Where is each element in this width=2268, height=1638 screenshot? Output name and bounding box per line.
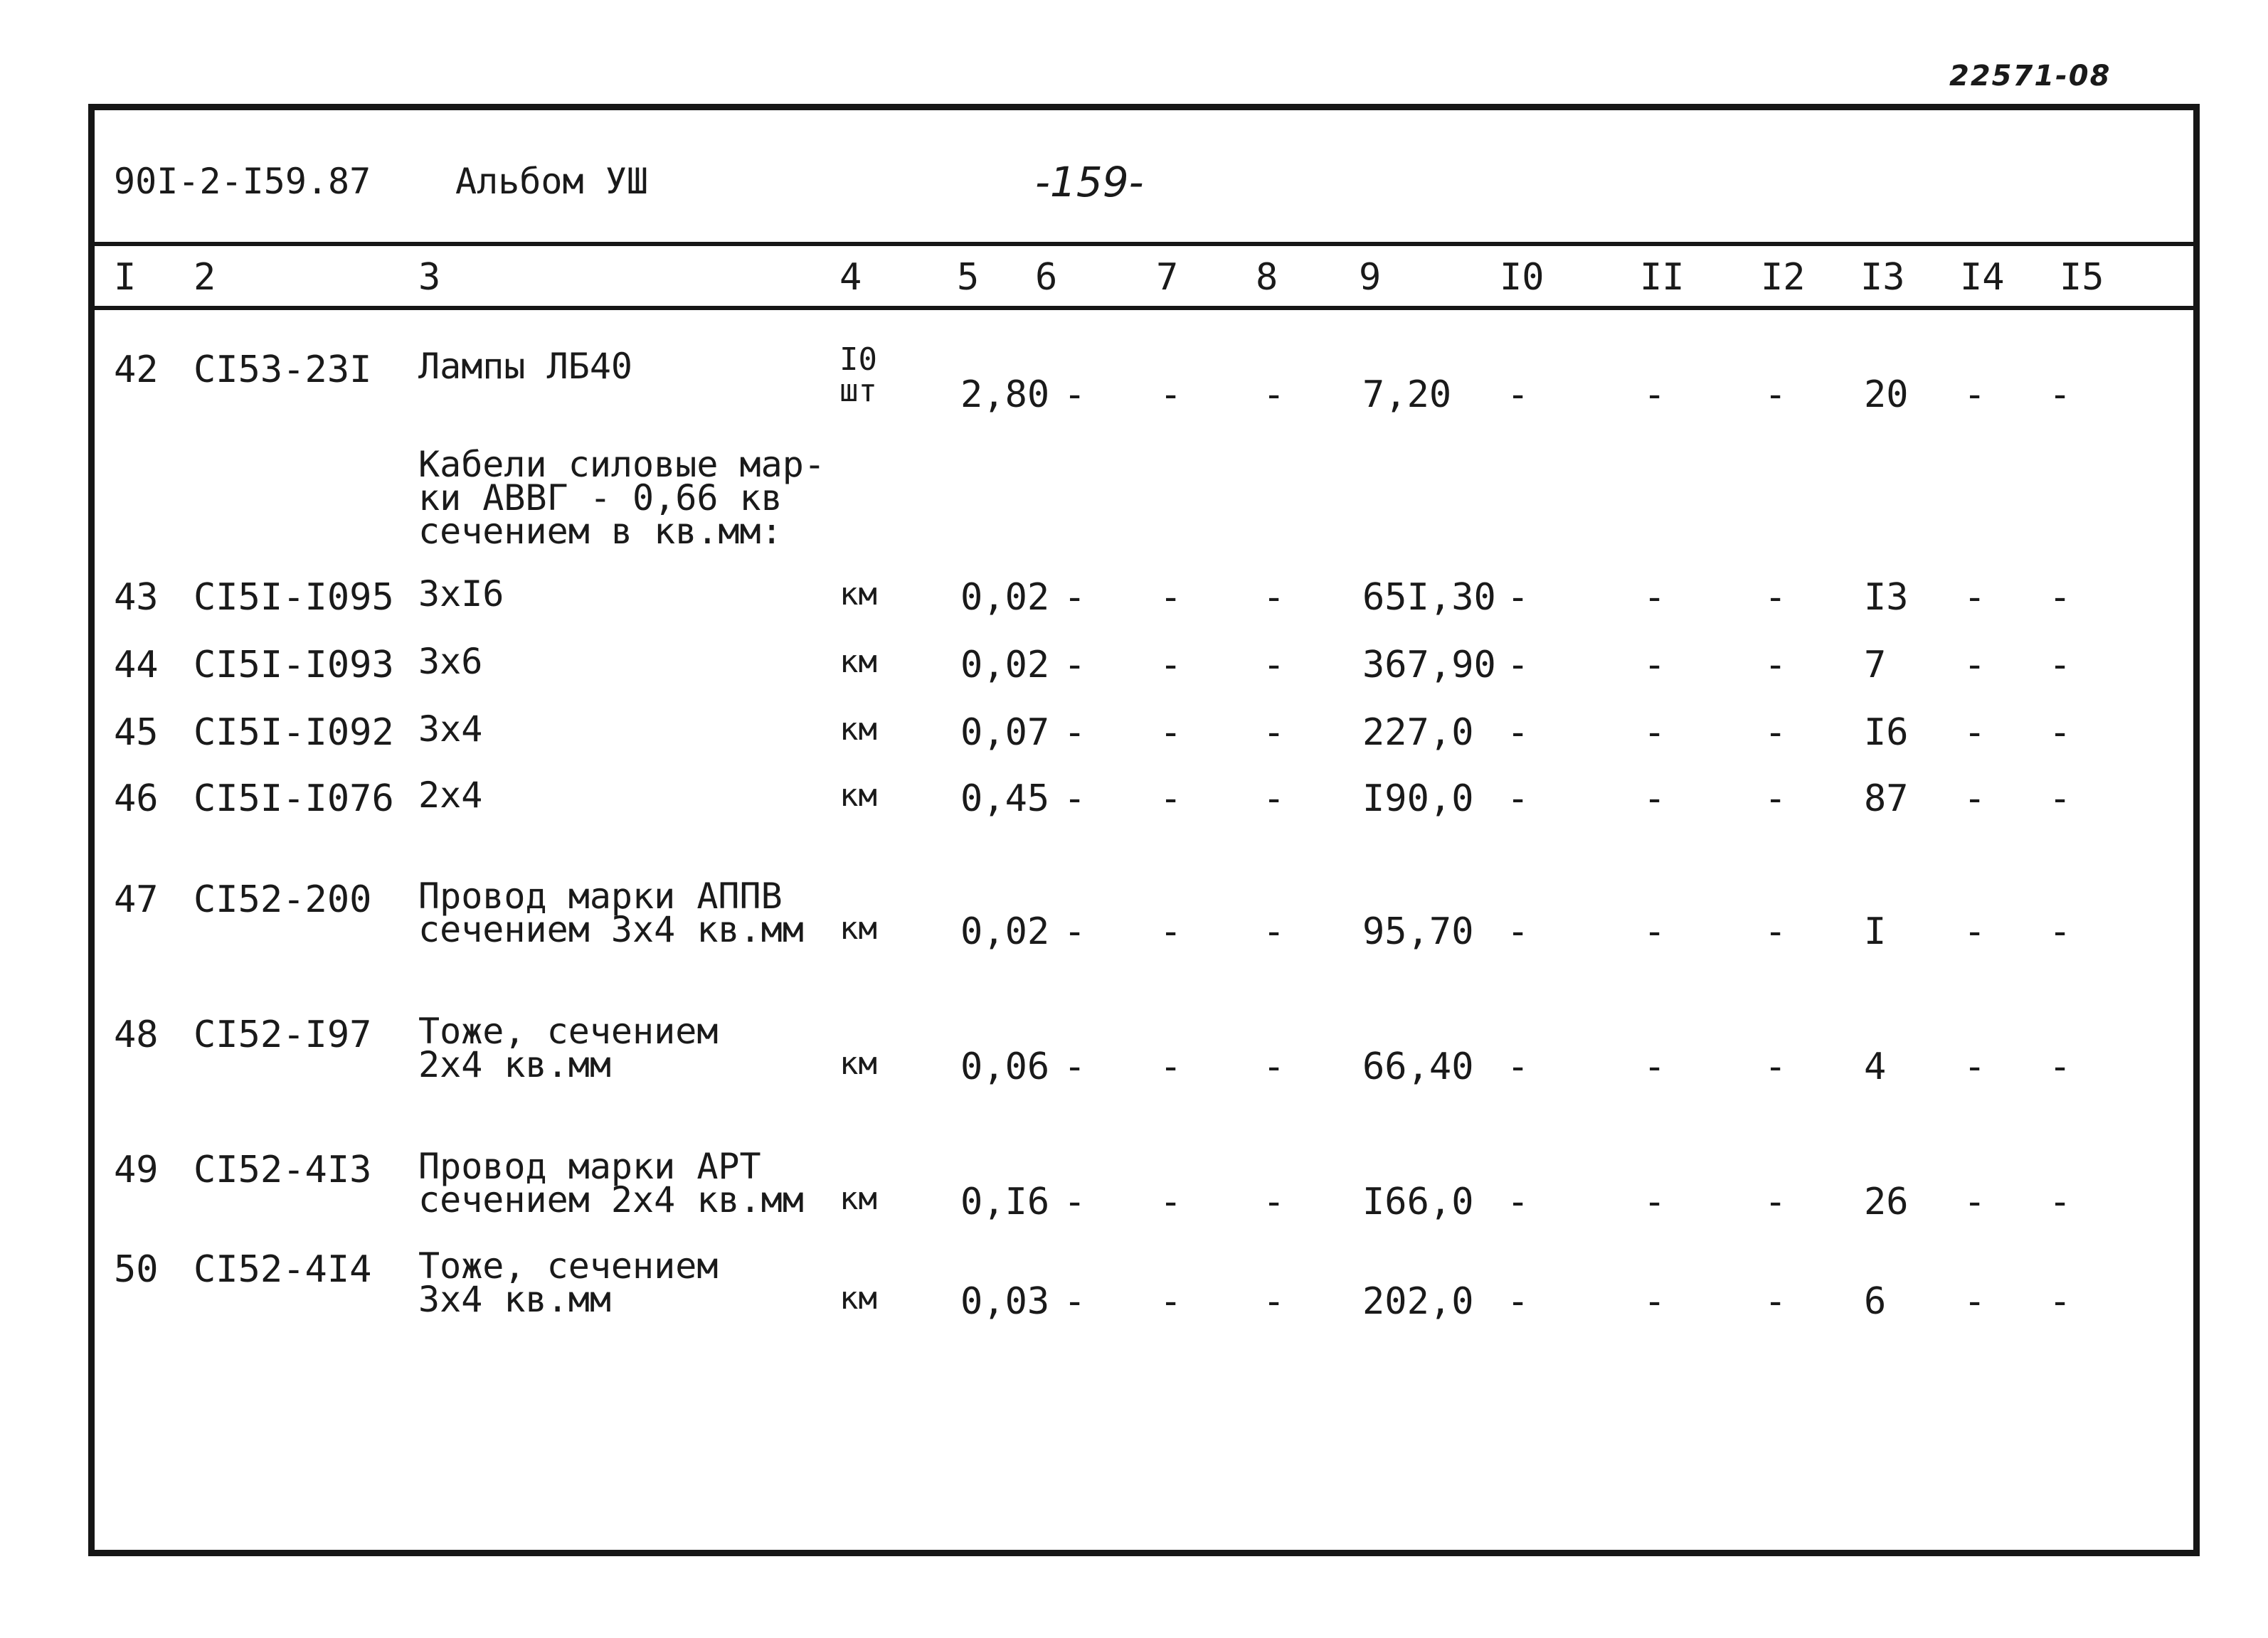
item-description: Лампы ЛБ40	[418, 346, 633, 387]
value-c5: 0,I6	[960, 1181, 1050, 1223]
value-c5: 0,07	[960, 711, 1050, 754]
row-number: 49	[114, 1149, 159, 1191]
item-description: 3x4	[418, 708, 483, 750]
column-header-1: I	[114, 256, 137, 299]
row-number: 42	[114, 349, 159, 391]
column-header-8: 8	[1256, 256, 1278, 299]
value-c6: -	[1064, 576, 1086, 619]
value-c9: 202,0	[1362, 1280, 1474, 1323]
unit-of-measure: км	[839, 644, 877, 680]
value-c10: -	[1507, 1280, 1530, 1323]
value-c9: 367,90	[1362, 644, 1496, 686]
item-description: Провод марки АППВ сечением 3x4 кв.мм	[418, 876, 804, 950]
value-c9: I66,0	[1362, 1181, 1474, 1223]
value-c15: -	[2049, 1046, 2072, 1088]
price-code: CI52-200	[194, 878, 372, 921]
value-c11: -	[1643, 1280, 1666, 1323]
header-bottom-rule	[88, 306, 2200, 310]
price-code: CI52-I97	[194, 1014, 372, 1056]
value-c15: -	[2049, 1280, 2072, 1323]
item-description: Тоже, сечением 3x4 кв.мм	[418, 1245, 719, 1320]
value-c14: -	[1964, 576, 1986, 619]
value-c9: 7,20	[1362, 373, 1452, 416]
value-c12: -	[1764, 1046, 1787, 1088]
price-code: CI5I-I092	[194, 711, 394, 754]
item-description: 2x4	[418, 775, 483, 816]
unit-of-measure: км	[839, 1181, 877, 1217]
value-c8: -	[1263, 373, 1286, 416]
price-code: CI5I-I095	[194, 576, 394, 619]
value-c12: -	[1764, 576, 1787, 619]
value-c11: -	[1643, 910, 1666, 953]
value-c8: -	[1263, 910, 1286, 953]
item-description: Провод марки АРТ сечением 2x4 кв.мм	[418, 1146, 804, 1220]
value-c8: -	[1263, 1046, 1286, 1088]
value-c8: -	[1263, 777, 1286, 820]
value-c9: 227,0	[1362, 711, 1474, 754]
value-c11: -	[1643, 373, 1666, 416]
value-c14: -	[1964, 644, 1986, 686]
column-header-10: I0	[1500, 256, 1544, 299]
value-c12: -	[1764, 644, 1787, 686]
price-code: CI52-4I3	[194, 1149, 372, 1191]
item-description: 3x6	[418, 641, 483, 682]
value-c5: 0,06	[960, 1046, 1050, 1088]
unit-of-measure: км	[839, 1280, 877, 1317]
row-number: 45	[114, 711, 159, 754]
value-c7: -	[1160, 777, 1182, 820]
value-c14: -	[1964, 910, 1986, 953]
value-c15: -	[2049, 644, 2072, 686]
value-c6: -	[1064, 1181, 1086, 1223]
value-c10: -	[1507, 711, 1530, 754]
value-c7: -	[1160, 711, 1182, 754]
value-c10: -	[1507, 777, 1530, 820]
unit-of-measure: I0 шт	[839, 341, 877, 409]
value-c13: 4	[1864, 1046, 1887, 1088]
value-c5: 0,02	[960, 910, 1050, 953]
column-header-3: 3	[418, 256, 441, 299]
unit-of-measure: км	[839, 711, 877, 748]
value-c15: -	[2049, 373, 2072, 416]
value-c9: 95,70	[1362, 910, 1474, 953]
value-c6: -	[1064, 711, 1086, 754]
value-c6: -	[1064, 1280, 1086, 1323]
column-header-9: 9	[1359, 256, 1382, 299]
row-number: 48	[114, 1014, 159, 1056]
value-c14: -	[1964, 711, 1986, 754]
column-header-12: I2	[1761, 256, 1806, 299]
value-c9: 66,40	[1362, 1046, 1474, 1088]
value-c8: -	[1263, 1280, 1286, 1323]
value-c5: 2,80	[960, 373, 1050, 416]
value-c12: -	[1764, 373, 1787, 416]
value-c7: -	[1160, 1280, 1182, 1323]
value-c9: 65I,30	[1362, 576, 1496, 619]
column-header-14: I4	[1960, 256, 2005, 299]
value-c15: -	[2049, 576, 2072, 619]
column-header-7: 7	[1156, 256, 1179, 299]
price-code: CI53-23I	[194, 349, 372, 391]
value-c12: -	[1764, 711, 1787, 754]
value-c13: 6	[1864, 1280, 1887, 1323]
column-header-15: I5	[2060, 256, 2104, 299]
unit-of-measure: км	[839, 777, 877, 814]
value-c14: -	[1964, 1280, 1986, 1323]
section-heading: Кабели силовые мар- ки АВВГ - 0,66 кв сечением в кв.мм:	[418, 444, 825, 552]
value-c13: 7	[1864, 644, 1887, 686]
price-code: CI5I-I076	[194, 777, 394, 820]
value-c13: I3	[1864, 576, 1909, 619]
value-c5: 0,45	[960, 777, 1050, 820]
value-c10: -	[1507, 1046, 1530, 1088]
item-description: 3xI6	[418, 573, 504, 615]
value-c9: I90,0	[1362, 777, 1474, 820]
value-c6: -	[1064, 644, 1086, 686]
row-number: 43	[114, 576, 159, 619]
unit-of-measure: км	[839, 910, 877, 947]
value-c15: -	[2049, 711, 2072, 754]
value-c7: -	[1160, 644, 1182, 686]
value-c7: -	[1160, 1181, 1182, 1223]
value-c14: -	[1964, 777, 1986, 820]
value-c12: -	[1764, 1280, 1787, 1323]
value-c13: 26	[1864, 1181, 1909, 1223]
value-c14: -	[1964, 373, 1986, 416]
value-c10: -	[1507, 910, 1530, 953]
document-code: 90I-2-I59.87	[114, 161, 371, 202]
value-c11: -	[1643, 644, 1666, 686]
value-c10: -	[1507, 644, 1530, 686]
column-header-11: II	[1640, 256, 1685, 299]
value-c13: 87	[1864, 777, 1909, 820]
row-number: 44	[114, 644, 159, 686]
value-c5: 0,02	[960, 576, 1050, 619]
value-c6: -	[1064, 373, 1086, 416]
value-c10: -	[1507, 1181, 1530, 1223]
value-c15: -	[2049, 910, 2072, 953]
value-c15: -	[2049, 1181, 2072, 1223]
column-header-5: 5	[957, 256, 980, 299]
value-c5: 0,03	[960, 1280, 1050, 1323]
archive-stamp: 22571-08	[1949, 60, 2111, 92]
value-c13: 20	[1864, 373, 1909, 416]
page-frame	[88, 104, 2200, 1556]
value-c6: -	[1064, 910, 1086, 953]
value-c7: -	[1160, 1046, 1182, 1088]
value-c11: -	[1643, 777, 1666, 820]
page-number: -159-	[1035, 158, 1144, 206]
value-c8: -	[1263, 576, 1286, 619]
value-c8: -	[1263, 711, 1286, 754]
price-code: CI5I-I093	[194, 644, 394, 686]
value-c11: -	[1643, 1181, 1666, 1223]
value-c10: -	[1507, 576, 1530, 619]
column-header-6: 6	[1035, 256, 1058, 299]
value-c7: -	[1160, 373, 1182, 416]
value-c12: -	[1764, 910, 1787, 953]
row-number: 50	[114, 1248, 159, 1291]
unit-of-measure: км	[839, 1046, 877, 1082]
value-c5: 0,02	[960, 644, 1050, 686]
value-c14: -	[1964, 1046, 1986, 1088]
column-header-2: 2	[194, 256, 216, 299]
value-c15: -	[2049, 777, 2072, 820]
value-c7: -	[1160, 910, 1182, 953]
value-c8: -	[1263, 1181, 1286, 1223]
value-c12: -	[1764, 1181, 1787, 1223]
album-label: Альбом УШ	[455, 161, 648, 202]
value-c12: -	[1764, 777, 1787, 820]
value-c6: -	[1064, 1046, 1086, 1088]
value-c14: -	[1964, 1181, 1986, 1223]
header-top-rule	[88, 242, 2200, 246]
value-c11: -	[1643, 1046, 1666, 1088]
column-header-13: I3	[1860, 256, 1905, 299]
value-c13: I	[1864, 910, 1887, 953]
item-description: Тоже, сечением 2x4 кв.мм	[418, 1011, 719, 1085]
value-c11: -	[1643, 711, 1666, 754]
value-c7: -	[1160, 576, 1182, 619]
value-c11: -	[1643, 576, 1666, 619]
unit-of-measure: км	[839, 576, 877, 612]
row-number: 47	[114, 878, 159, 921]
price-code: CI52-4I4	[194, 1248, 372, 1291]
value-c6: -	[1064, 777, 1086, 820]
value-c8: -	[1263, 644, 1286, 686]
value-c10: -	[1507, 373, 1530, 416]
row-number: 46	[114, 777, 159, 820]
value-c13: I6	[1864, 711, 1909, 754]
column-header-4: 4	[839, 256, 862, 299]
